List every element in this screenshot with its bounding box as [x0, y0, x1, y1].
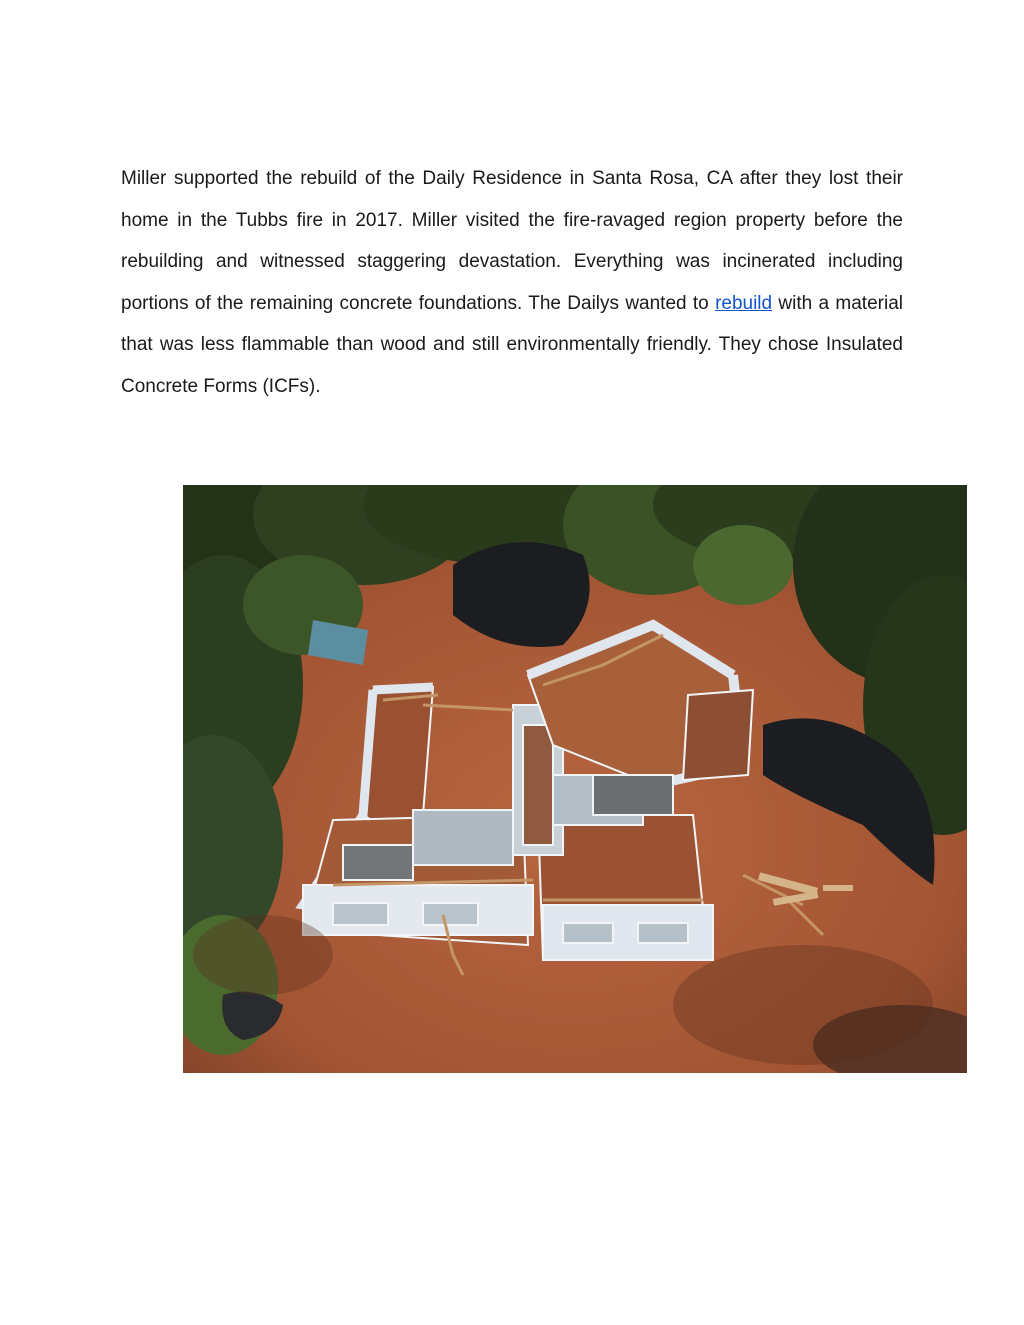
photo-illustration — [183, 485, 967, 1073]
rebuild-link[interactable]: rebuild — [715, 292, 773, 314]
construction-aerial-photo — [183, 485, 967, 1073]
paragraph-text-start: Miller supported the rebuild of the Daily Residence in Santa Rosa, CA after they lost their home in the Tubbs fire in 2017. Miller visited the fire-ravaged region property before the rebuilding and witnessed staggering devastation. Everything was incinerated including portions of the remaining concrete foundations. The Dailys wanted to — [121, 168, 903, 314]
paragraph-text-end: with a material that was less flammable than wood and still environmentally friendly. They chose Insulated Concrete Forms (ICFs). — [121, 292, 903, 397]
body-paragraph — [121, 158, 903, 408]
